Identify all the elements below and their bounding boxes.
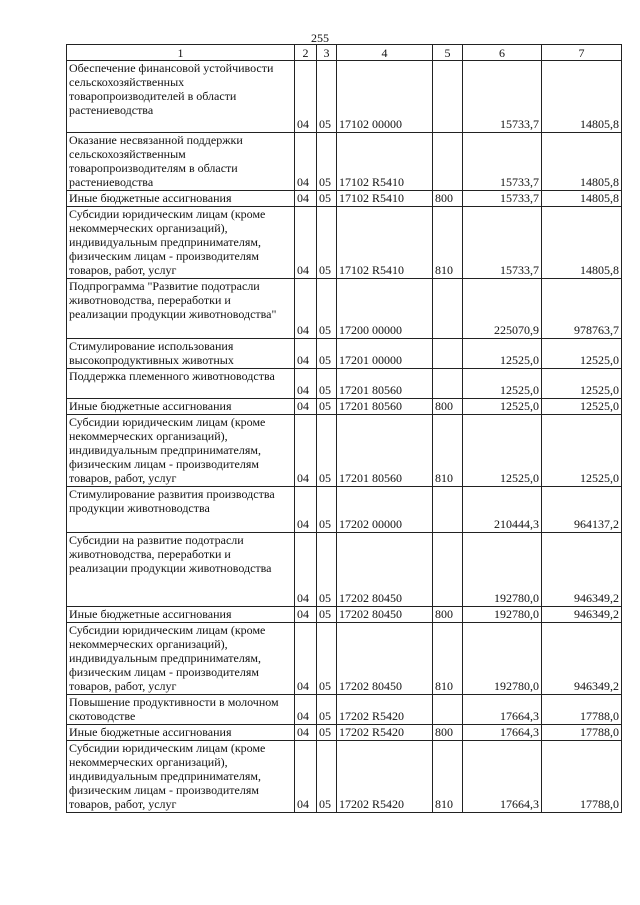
row-expense-type — [433, 369, 463, 399]
table-row — [67, 695, 622, 725]
table-row — [67, 207, 622, 279]
row-section: 04 — [295, 695, 317, 725]
row-subsection: 05 — [317, 623, 337, 695]
header-col-7: 7 — [542, 45, 622, 61]
row-expense-type: 800 — [433, 607, 463, 623]
header-col-2: 2 — [295, 45, 317, 61]
table-row — [67, 279, 622, 339]
budget-table — [66, 44, 622, 813]
header-col-6: 6 — [463, 45, 542, 61]
row-amount-2: 14805,8 — [542, 133, 622, 191]
row-name: Субсидии юридическим лицам (кроме некоммерческих организаций), индивидуальным предпринимателям, физическим лицам - производителям товаров, работ, услуг — [67, 207, 295, 279]
row-amount-1: 12525,0 — [463, 415, 542, 487]
row-target-code: 17201 80560 — [337, 415, 433, 487]
table-row — [67, 339, 622, 369]
row-expense-type: 810 — [433, 207, 463, 279]
row-section: 04 — [295, 369, 317, 399]
row-amount-2: 12525,0 — [542, 415, 622, 487]
row-name: Иные бюджетные ассигнования — [67, 191, 295, 207]
row-section: 04 — [295, 487, 317, 533]
row-subsection: 05 — [317, 725, 337, 741]
row-subsection: 05 — [317, 741, 337, 813]
row-target-code: 17201 80560 — [337, 399, 433, 415]
table-row — [67, 61, 622, 133]
row-section: 04 — [295, 725, 317, 741]
row-name: Обеспечение финансовой устойчивости сельскохозяйственных товаропроизводителей в области растениеводства — [67, 61, 295, 133]
row-amount-1: 192780,0 — [463, 533, 542, 607]
page-number: 255 — [311, 31, 329, 45]
row-subsection: 05 — [317, 369, 337, 399]
row-section: 04 — [295, 191, 317, 207]
row-subsection: 05 — [317, 133, 337, 191]
row-section: 04 — [295, 533, 317, 607]
row-name: Субсидии на развитие подотрасли животноводства, переработки и реализации продукции животноводства — [67, 533, 295, 607]
row-subsection: 05 — [317, 61, 337, 133]
table-row — [67, 415, 622, 487]
row-amount-2: 14805,8 — [542, 61, 622, 133]
row-target-code: 17102 R5410 — [337, 133, 433, 191]
row-amount-1: 17664,3 — [463, 741, 542, 813]
row-amount-1: 192780,0 — [463, 623, 542, 695]
row-name: Повышение продуктивности в молочном скотоводстве — [67, 695, 295, 725]
table-row — [67, 623, 622, 695]
row-expense-type — [433, 339, 463, 369]
table-row — [67, 607, 622, 623]
row-target-code: 17200 00000 — [337, 279, 433, 339]
row-amount-2: 946349,2 — [542, 533, 622, 607]
row-target-code: 17202 R5420 — [337, 695, 433, 725]
row-expense-type: 810 — [433, 623, 463, 695]
row-expense-type — [433, 533, 463, 607]
row-amount-1: 17664,3 — [463, 695, 542, 725]
row-subsection: 05 — [317, 607, 337, 623]
row-target-code: 17202 R5420 — [337, 741, 433, 813]
row-target-code: 17202 80450 — [337, 623, 433, 695]
table-row — [67, 399, 622, 415]
row-section: 04 — [295, 607, 317, 623]
row-amount-1: 15733,7 — [463, 133, 542, 191]
row-name: Стимулирование использования высокопродуктивных животных — [67, 339, 295, 369]
row-amount-1: 12525,0 — [463, 399, 542, 415]
row-subsection: 05 — [317, 533, 337, 607]
row-name: Иные бюджетные ассигнования — [67, 725, 295, 741]
row-expense-type — [433, 695, 463, 725]
table-row — [67, 133, 622, 191]
row-section: 04 — [295, 207, 317, 279]
row-name: Субсидии юридическим лицам (кроме некоммерческих организаций), индивидуальным предпринимателям, физическим лицам - производителям товаров, работ, услуг — [67, 623, 295, 695]
row-expense-type — [433, 133, 463, 191]
row-amount-1: 15733,7 — [463, 61, 542, 133]
table-row — [67, 487, 622, 533]
row-amount-2: 17788,0 — [542, 741, 622, 813]
row-section: 04 — [295, 623, 317, 695]
row-expense-type: 800 — [433, 191, 463, 207]
row-target-code: 17201 00000 — [337, 339, 433, 369]
row-amount-2: 978763,7 — [542, 279, 622, 339]
row-target-code: 17201 80560 — [337, 369, 433, 399]
row-name: Поддержка племенного животноводства — [67, 369, 295, 399]
row-section: 04 — [295, 61, 317, 133]
row-name: Субсидии юридическим лицам (кроме некоммерческих организаций), индивидуальным предпринимателям, физическим лицам - производителям товаров, работ, услуг — [67, 415, 295, 487]
row-expense-type: 810 — [433, 741, 463, 813]
row-name: Субсидии юридическим лицам (кроме некоммерческих организаций), индивидуальным предпринимателям, физическим лицам - производителям товаров, работ, услуг — [67, 741, 295, 813]
row-expense-type — [433, 487, 463, 533]
table-row — [67, 369, 622, 399]
table-row — [67, 725, 622, 741]
row-amount-2: 17788,0 — [542, 725, 622, 741]
row-target-code: 17102 R5410 — [337, 207, 433, 279]
row-section: 04 — [295, 415, 317, 487]
header-col-1: 1 — [67, 45, 295, 61]
row-subsection: 05 — [317, 279, 337, 339]
row-amount-1: 15733,7 — [463, 191, 542, 207]
table-row — [67, 741, 622, 813]
row-name: Оказание несвязанной поддержки сельскохозяйственным товаропроизводителям в области растениеводства — [67, 133, 295, 191]
row-target-code: 17202 R5420 — [337, 725, 433, 741]
row-expense-type: 800 — [433, 725, 463, 741]
row-amount-1: 210444,3 — [463, 487, 542, 533]
row-amount-2: 964137,2 — [542, 487, 622, 533]
row-subsection: 05 — [317, 415, 337, 487]
row-amount-2: 17788,0 — [542, 695, 622, 725]
row-section: 04 — [295, 133, 317, 191]
row-target-code: 17202 80450 — [337, 533, 433, 607]
row-subsection: 05 — [317, 191, 337, 207]
row-amount-2: 12525,0 — [542, 369, 622, 399]
row-target-code: 17202 00000 — [337, 487, 433, 533]
table-header-row — [67, 45, 622, 61]
row-amount-2: 946349,2 — [542, 623, 622, 695]
table-row — [67, 191, 622, 207]
row-amount-2: 14805,8 — [542, 207, 622, 279]
row-section: 04 — [295, 741, 317, 813]
row-subsection: 05 — [317, 339, 337, 369]
header-col-4: 4 — [337, 45, 433, 61]
row-amount-1: 12525,0 — [463, 339, 542, 369]
row-expense-type — [433, 61, 463, 133]
row-amount-2: 12525,0 — [542, 399, 622, 415]
row-name: Подпрограмма "Развитие подотрасли животноводства, переработки и реализации продукции животноводства" — [67, 279, 295, 339]
row-amount-2: 12525,0 — [542, 339, 622, 369]
row-subsection: 05 — [317, 695, 337, 725]
row-amount-1: 17664,3 — [463, 725, 542, 741]
row-expense-type: 810 — [433, 415, 463, 487]
row-amount-1: 15733,7 — [463, 207, 542, 279]
row-amount-1: 12525,0 — [463, 369, 542, 399]
row-name: Иные бюджетные ассигнования — [67, 607, 295, 623]
row-amount-2: 14805,8 — [542, 191, 622, 207]
header-col-5: 5 — [433, 45, 463, 61]
row-subsection: 05 — [317, 207, 337, 279]
row-section: 04 — [295, 279, 317, 339]
row-name: Стимулирование развития производства продукции животноводства — [67, 487, 295, 533]
row-expense-type: 800 — [433, 399, 463, 415]
header-col-3: 3 — [317, 45, 337, 61]
row-target-code: 17202 80450 — [337, 607, 433, 623]
row-target-code: 17102 R5410 — [337, 191, 433, 207]
row-subsection: 05 — [317, 399, 337, 415]
table-row — [67, 533, 622, 607]
row-expense-type — [433, 279, 463, 339]
row-section: 04 — [295, 339, 317, 369]
row-section: 04 — [295, 399, 317, 415]
row-target-code: 17102 00000 — [337, 61, 433, 133]
row-amount-1: 225070,9 — [463, 279, 542, 339]
row-amount-1: 192780,0 — [463, 607, 542, 623]
row-amount-2: 946349,2 — [542, 607, 622, 623]
row-name: Иные бюджетные ассигнования — [67, 399, 295, 415]
row-subsection: 05 — [317, 487, 337, 533]
